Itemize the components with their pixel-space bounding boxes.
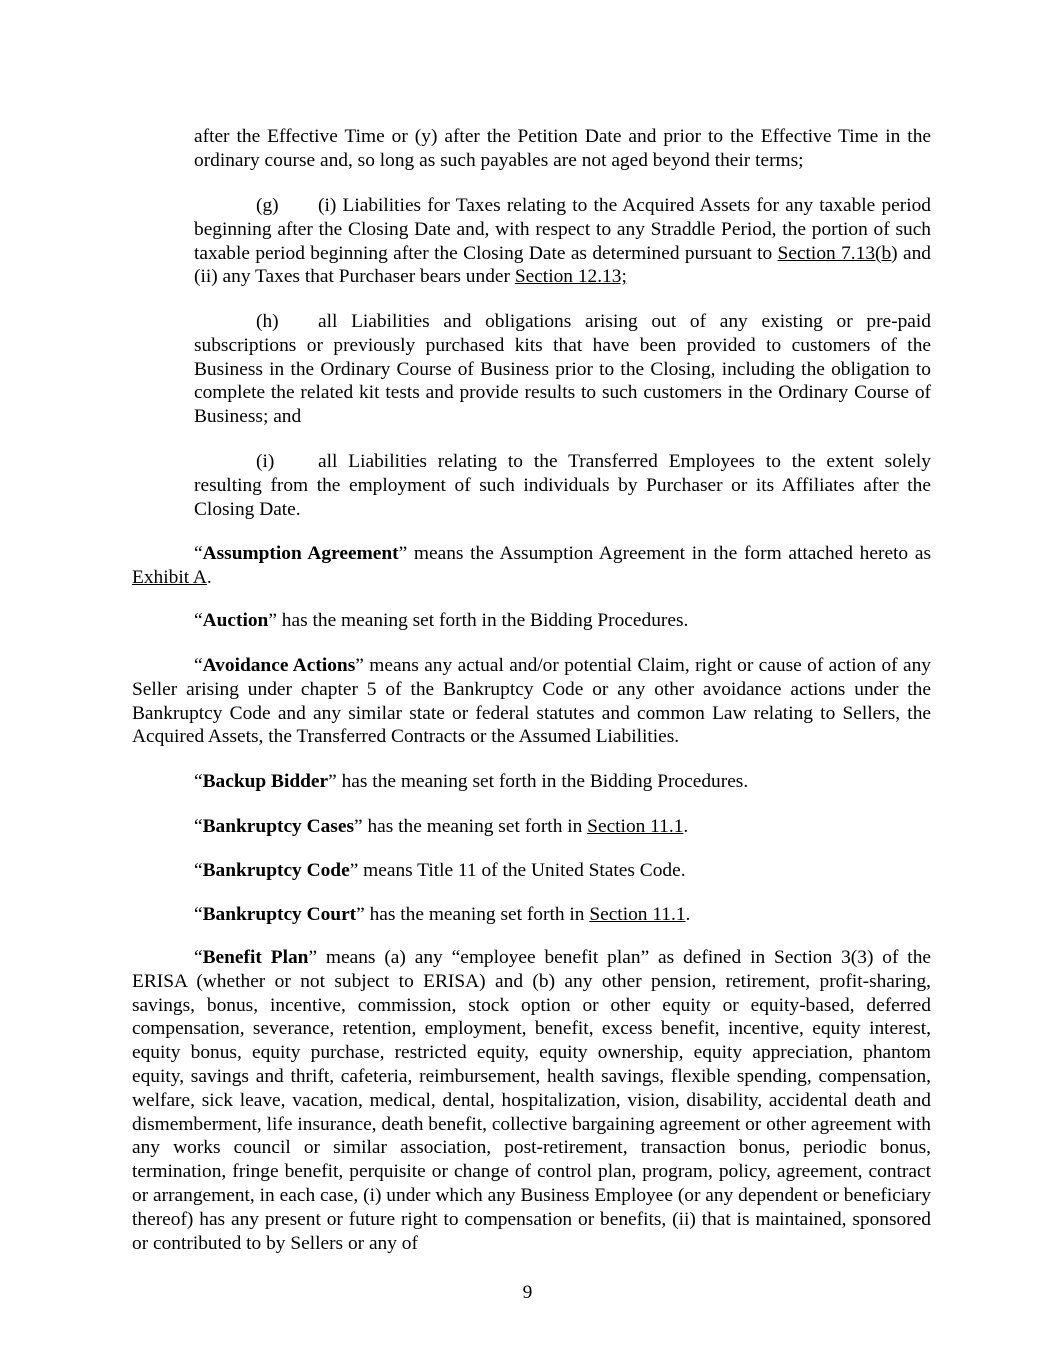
defined-term: Bankruptcy Court [202, 904, 357, 925]
definition-benefit-plan: “Benefit Plan” means (a) any “employee benefit plan” as defined in Section 3(3) of the ERISA (whether or not subject to ERISA) and (b) any other pension, retirement, profit-sharing, savings, bonus, incentive, commission, stock option or other equity or equity-based, deferred compensation, severance, retention, employment, benefit, excess benefit, incentive, equity interest, equity bonus, equity purchase, restricted equity, equity ownership, equity appreciation, phantom equity, savings and thrift, cafeteria, reimbursement, health savings, flexible spending, compensation, welfare, sick leave, vacation, medical, dental, hospitalization, vision, disability, accidental death and dismemberment, life insurance, death benefit, collective bargaining agreement or other agreement with any works council or similar association, post-retirement, transaction bonus, periodic bonus, termination, fringe benefit, perquisite or change of control plan, program, policy, agreement, contract or arrangement, in each case, (i) under which any Business Employee (or any dependent or beneficiary thereof) has any present or future right to compensation or benefits, (ii) that is maintained, sponsored or contributed to by Sellers or any of [132, 947, 931, 1254]
defined-term: Bankruptcy Cases [202, 816, 354, 837]
clause-label: (g) [256, 195, 279, 216]
definition-auction: “Auction” has the meaning set forth in the Bidding Procedures. [194, 610, 689, 631]
clause-label: (i) [256, 451, 275, 472]
exhibit-reference-link[interactable]: Exhibit A [132, 566, 207, 588]
clause-label: (h) [256, 311, 279, 332]
definition-bankruptcy-code: “Bankruptcy Code” means Title 11 of the United States Code. [194, 860, 686, 881]
clause-f-continuation: after the Effective Time or (y) after the Petition Date and prior to the Effective Time in the ordinary course and, so long as such payables are not aged beyond their terms; [194, 126, 931, 171]
defined-term: Backup Bidder [202, 771, 329, 792]
definition-bankruptcy-court: “Bankruptcy Court” has the meaning set forth in Section 11.1. [194, 904, 691, 925]
section-reference-link[interactable]: Section 11.1 [589, 904, 686, 925]
defined-term: Avoidance Actions [202, 655, 356, 676]
section-reference-link[interactable]: Section 12.13; [514, 266, 627, 288]
definition-backup-bidder: “Backup Bidder” has the meaning set forth in the Bidding Procedures. [194, 771, 749, 792]
definition-avoidance-actions: “Avoidance Actions” means any actual and/or potential Claim, right or cause of action of any Seller arising under chapter 5 of the Bankruptcy Code or any other avoidance actions under the Bankruptcy Code and any similar state or federal statutes and common Law relating to Sellers, the Acquired Assets, the Transferred Contracts or the Assumed Liabilities. [132, 655, 932, 748]
definition-assumption-agreement: “Assumption Agreement” means the Assumption Agreement in the form attached hereto as Exhibit A. [132, 543, 932, 588]
clause-g: (g) (i) Liabilities for Taxes relating to the Acquired Assets for any taxable period beginning after the Closing Date and, with respect to any Straddle Period, the portion of such taxable period beginning after the Closing Date as determined pursuant to Section 7.13(b) and (ii) any Taxes that Purchaser bears under Section 12.13; [194, 195, 931, 288]
section-reference-link[interactable]: Section 11.1 [587, 816, 684, 837]
clause-i: (i) all Liabilities relating to the Transferred Employees to the extent solely resulting from the employment of such individuals by Purchaser or its Affiliates after the Closing Date. [194, 451, 931, 520]
section-reference-link[interactable]: Section 7.13(b) [777, 242, 898, 264]
defined-term: Assumption Agreement [202, 543, 399, 564]
page-number: 9 [522, 1282, 533, 1303]
defined-term: Benefit Plan [202, 947, 309, 968]
definition-bankruptcy-cases: “Bankruptcy Cases” has the meaning set forth in Section 11.1. [194, 816, 689, 837]
clause-h: (h) all Liabilities and obligations arising out of any existing or pre-paid subscriptions or previously purchased kits that have been provided to customers of the Business in the Ordinary Course of Business prior to the Closing, including the obligation to complete the related kit tests and provide results to such customers in the Ordinary Course of Business; and [194, 311, 931, 428]
defined-term: Auction [202, 610, 269, 631]
defined-term: Bankruptcy Code [202, 860, 350, 881]
